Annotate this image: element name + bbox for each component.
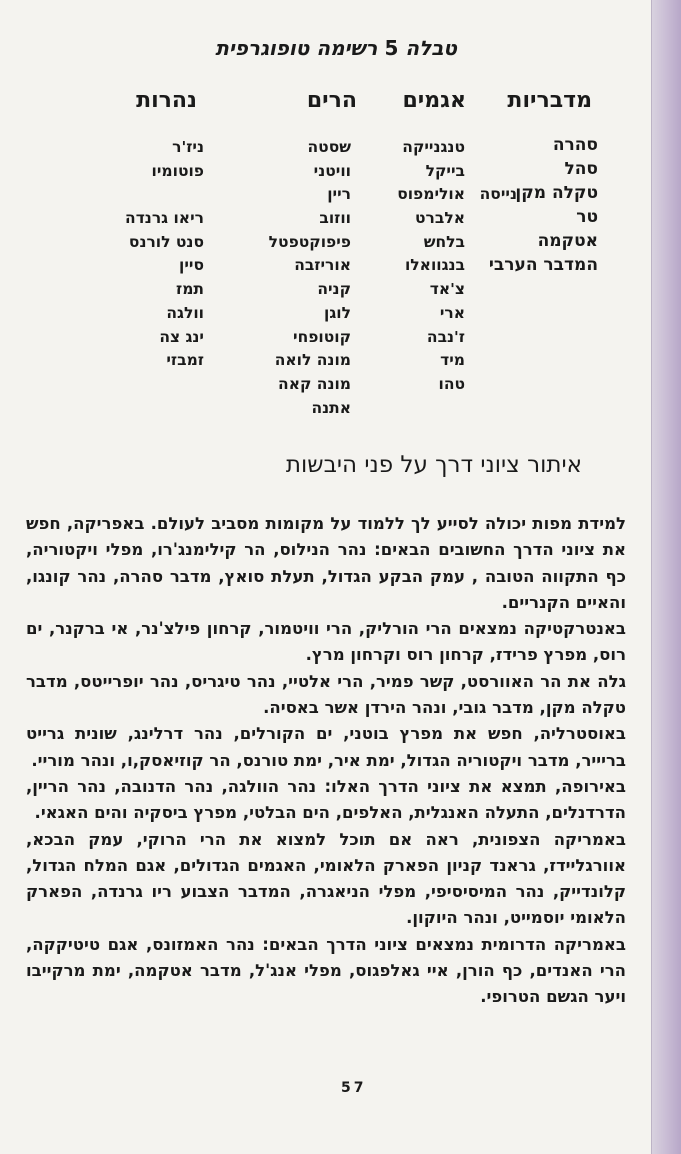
body-text bbox=[26, 511, 626, 1011]
list-item: בייקל bbox=[425, 161, 465, 180]
list-item: סהל bbox=[564, 159, 598, 179]
column-heading-deserts: מדבריות bbox=[507, 88, 592, 113]
list-item: סיין bbox=[179, 256, 204, 275]
list-item: ארי bbox=[439, 303, 465, 322]
column-heading-mountains: הרים bbox=[306, 88, 357, 113]
list-item: טהו bbox=[438, 374, 465, 393]
list-item: ריין bbox=[327, 185, 351, 204]
list-item: סנט לורנס bbox=[128, 232, 204, 251]
list-item: קוטופחי bbox=[293, 327, 351, 346]
deserts-list bbox=[489, 133, 598, 277]
list-item: אוריזבה bbox=[294, 256, 351, 275]
list-item bbox=[125, 183, 204, 207]
paragraph-antarctica: באנטרקטיקה נמצאים הרי הורליק, הרי וויטמור, קרחון פילצ'נר, אי ברקנר, ים רוס, מפרץ פרידז, קרחון רוס וקרחון מרץ. bbox=[26, 619, 626, 665]
list-item: ינג צה bbox=[159, 327, 204, 346]
list-item: תמז bbox=[175, 280, 204, 299]
list-item: בלחש bbox=[423, 232, 465, 251]
deserts-extra-item: נייסה bbox=[479, 185, 517, 203]
list-item: טר bbox=[576, 207, 598, 227]
list-item: מונה קאה bbox=[278, 374, 351, 393]
column-heading-rivers: נהרות bbox=[136, 88, 197, 113]
list-item: שסטה bbox=[307, 138, 351, 156]
list-item: פוטומיו bbox=[151, 161, 204, 180]
table-title-prefix: טבלה bbox=[405, 36, 457, 60]
list-item: ריאו גרנדה bbox=[125, 209, 204, 228]
page-edge bbox=[651, 0, 681, 1154]
list-item: זמבזי bbox=[166, 351, 204, 370]
list-item: מונה לואה bbox=[274, 351, 351, 370]
list-item: ווזוב bbox=[319, 209, 351, 228]
list-item: המדבר הערבי bbox=[488, 255, 598, 275]
list-item: ז'נבה bbox=[426, 327, 465, 346]
list-item: וויטני bbox=[313, 161, 351, 180]
mountains-list bbox=[269, 136, 351, 420]
list-item: ניז'ר bbox=[172, 138, 204, 156]
list-item: אתנה bbox=[311, 398, 351, 417]
list-item: בנגוואלו bbox=[404, 256, 465, 275]
list-item: טנגנייקה bbox=[402, 138, 465, 156]
list-item: וולגה bbox=[166, 303, 204, 322]
list-item: מיד bbox=[440, 351, 465, 370]
list-item: לוגן bbox=[324, 303, 351, 322]
list-item: אטקמה bbox=[537, 231, 598, 251]
table-title bbox=[215, 36, 457, 60]
paragraph-south-america: באמריקה הדרומית נמצאים ציוני הדרך הבאים: נהר האמזונס, אגם טיטיקקה, הרי האנדים, כף הורן, איי גאלפגוס, מפלי אנג'ל, מדבר אטקמה, ימת מרקייבו ויער הגשם הטרופי. bbox=[26, 934, 626, 1007]
list-item: טקלה מקן bbox=[515, 183, 598, 203]
list-item: פיפוקטפטל bbox=[268, 232, 351, 251]
page-number: 57 bbox=[341, 1080, 367, 1096]
paragraph-europe: באירופה, תמצא את ציוני הדרך האלו: נהר הוולגה, נהר הדנובה, נהר הריין, הדרדנלים, התעלה האנגלית, האלפים, הים הבלטי, מפרץ ביסקיה והים האגאי. bbox=[26, 776, 626, 823]
list-item: צ'אד bbox=[429, 280, 465, 299]
lakes-list bbox=[397, 136, 465, 397]
paragraph-asia: גלה את הר האוורסט, קשר פמיר, הרי אלטיי, נהר טיגריס, נהר יופרייטס, מדבר טקלה מקן, מדבר גובי, ונהר הירדן אשר באסיה. bbox=[26, 671, 626, 718]
section-heading: איתור ציוני דרך על פני היבשות bbox=[285, 452, 582, 478]
list-item: אלברט bbox=[415, 209, 465, 228]
table-number: 5 bbox=[384, 36, 399, 60]
paragraph-australia: באוסטרליה, חפש את מפרץ בוטני, ים הקורלים, נהר דרלינג, שונית גרייט בריייר, מדבר ויקטוריה הגדול, ימת איר, ימת טורנס, הר קוזיאסק,ו, ונהר מוריי. bbox=[26, 724, 626, 770]
list-item: קניה bbox=[317, 280, 351, 299]
list-item: סהרה bbox=[552, 135, 598, 155]
paragraph-africa: למידת מפות יכולה לסייע לך ללמוד על מקומות מסביב לעולם. באפריקה, חפש את ציוני הדרך החשובים הבאים: נהר הנילוס, הר קילימנג'רו, מפלי ויקטוריה, כף התקווה הטובה , עמק הבקע הגדול, תעלת סואץ, מדבר סהרה, נהר קונגו, והאיים הקנריים. bbox=[26, 514, 626, 612]
paragraph-north-america: באמריקה הצפונית, ראה אם תוכל למצוא את הרי הרוקי, עמק הבכא, אוורגליידז, גראנד קניון הפארק הלאומי, האגמים הגדולים, אגם המלח הגדול, קלונדייק, נהר המיסיסיפי, מפלי הניאגרה, המדבר הצבוע ריו גרנדה, הפארק הלאומי יוסמייט, ונהר היוקון. bbox=[26, 829, 626, 928]
table-title-text: רשימה טופוגרפית bbox=[215, 36, 378, 60]
rivers-list bbox=[125, 136, 204, 373]
list-item: אולימפוס bbox=[397, 185, 465, 204]
column-heading-lakes: אגמים bbox=[402, 88, 466, 113]
